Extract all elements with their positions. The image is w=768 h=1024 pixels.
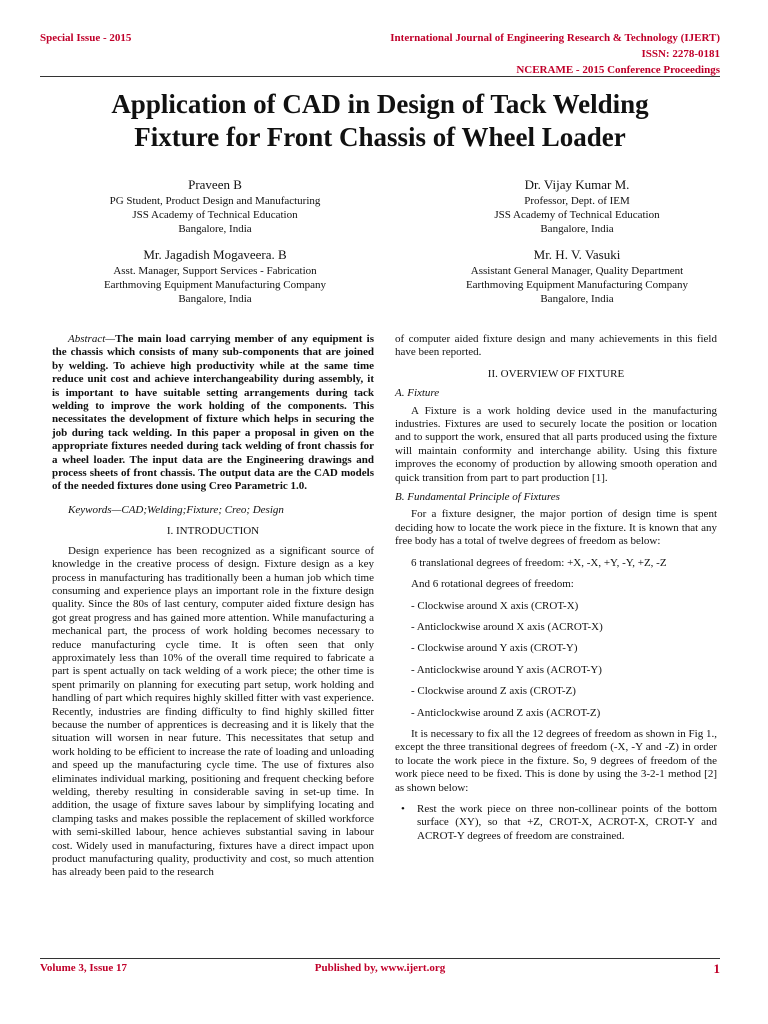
volume-issue: Volume 3, Issue 17 [40, 962, 127, 974]
abstract [52, 333, 374, 494]
title-line-1: Application of CAD in Design of Tack Welding [111, 89, 649, 119]
footer-rule [40, 958, 720, 959]
subsection-heading-fixture: A. Fixture [395, 387, 440, 400]
abstract-text: The main load carrying member of any equipment is the chassis which consists of many sub-components that are joined by welding. To achieve high productivity while at the same time reduce unit cost and achieve interchangeability during assembly, it is important to have suitable setting arrangements during tack welding to improve the work holding of the components. This necessitates the development of fixture which helps in securing the job during tack welding. In this paper a proposal in given on the appropriate fixtures needed during tack welding of front chassis for a wheel loader. The input data are the Engineering drawings and process sheets of front chassis. The output data are the CAD models of the needed fixtures done using Creo Parametric 1.0. [52, 333, 374, 493]
author-location: Bangalore, India [540, 223, 614, 235]
abstract-label: Abstract— [68, 333, 116, 345]
continued-text: of computer aided fixture design and many achievements in this field have been reported. [395, 333, 717, 359]
fixture-text: A Fixture is a work holding device used in the manufacturing industries. Fixtures are used to securely locate the position or location and to support the work, ensured that all parts produced using the fixture will maintain conformity and interchange ability. Using this fixture improves the economy of production by allowing smooth operation and quick transition from part to part production [1]. [395, 404, 717, 484]
author-institution: JSS Academy of Technical Education [132, 209, 298, 221]
subsection-heading-principle: B. Fundamental Principle of Fixtures [395, 491, 560, 504]
section-heading-introduction: I. INTRODUCTION [166, 525, 260, 538]
publisher: Published by, www.ijert.org [314, 962, 446, 974]
author-name: Mr. Jagadish Mogaveera. B [143, 247, 287, 262]
left-column [52, 333, 374, 880]
page-footer [40, 962, 720, 980]
bullet-icon: • [401, 802, 405, 815]
introduction-text: Design experience has been recognized as a significant source of knowledge in the creative process of design. Fixture design as a key process in manufacturing has traditionally been a human job which time consuming and experience plays an important role in the fixture design quality. Since the 80s of last century, computer aided fixture design has got great progress and has gained more attention. While manufacturing a mechanical part, the process of work holding becomes necessary to reduce manufacturing cycle time. It is often seen that only approximately less than 10% of the overall time required to fabricate a part is spent actually on tack welding of a work piece; the other time is spent primarily on planning for executing part setup, work holding and handling of part which requires highly skilled fitter with vast experience. Recently, industries are finding difficulty to find highly skilled fitter because the number of apprentices is decreasing and it is likely that the situation will worsen in near future. This necessitates that setup and work holding to be efficient to increase the rate of loading and unloading and speed up the manufacturing cycle time. The use of fixtures also eliminates individual marking, positioning and frequent checking before welding, thereby resulting in considerable saving in set-up time. In addition, the usage of fixture saves labour by simplifying locating and clamping tasks and makes possible the replacement of skilled workforce with semi-skilled labour, hence achieves substantial saving in labour cost. Widely used in manufacturing, fixtures have a direct impact upon product manufacturing quality, productivity and cost, so much attention has already been paid to the research [52, 544, 374, 879]
page-number: 1 [713, 961, 720, 976]
dof-line: - Clockwise around Z axis (CROT-Z) [411, 685, 576, 698]
right-column [395, 333, 717, 843]
author-position: Professor, Dept. of IEM [524, 195, 630, 207]
author-name: Dr. Vijay Kumar M. [524, 177, 630, 192]
dof-line: - Anticlockwise around Y axis (ACROT-Y) [411, 663, 602, 676]
title-line-2: Fixture for Front Chassis of Wheel Loader [134, 122, 626, 152]
author-institution: Earthmoving Equipment Manufacturing Company [103, 279, 327, 291]
author-name: Praveen B [188, 177, 242, 192]
principle-text: For a fixture designer, the major portion of design time is spent deciding how to locate the work piece in the fixture. It is known that any free body has a total of twelve degrees of freedom as below: [395, 508, 717, 548]
author-position: PG Student, Product Design and Manufacturing [109, 195, 321, 207]
author-2 [412, 176, 742, 236]
author-location: Bangalore, India [178, 293, 252, 305]
dof-line: - Clockwise around Y axis (CROT-Y) [411, 642, 578, 655]
special-issue-label: Special Issue - 2015 [40, 32, 132, 44]
author-location: Bangalore, India [178, 223, 252, 235]
author-4 [412, 246, 742, 306]
author-3 [50, 246, 380, 306]
journal-name: International Journal of Engineering Research & Technology (IJERT) [390, 32, 720, 44]
section-heading-overview: II. OVERVIEW OF FIXTURE [487, 367, 625, 380]
header-rule [40, 76, 720, 77]
keywords: Keywords—CAD;Welding;Fixture; Creo; Design [68, 503, 284, 516]
dof-line: - Anticlockwise around X axis (ACROT-X) [411, 620, 603, 633]
bullet-item [395, 803, 717, 843]
dof-line: And 6 rotational degrees of freedom: [411, 578, 574, 591]
dof-line: 6 translational degrees of freedom: +X, -X, +Y, -Y, +Z, -Z [411, 556, 667, 569]
conference-proceedings: NCERAME - 2015 Conference Proceedings [516, 64, 720, 76]
author-location: Bangalore, India [540, 293, 614, 305]
author-position: Asst. Manager, Support Services - Fabrication [113, 265, 317, 277]
author-position: Assistant General Manager, Quality Department [470, 265, 684, 277]
fix-degrees-text: It is necessary to fix all the 12 degrees of freedom as shown in Fig 1., except the three transitional degrees of freedom (-X, -Y and -Z) in order to locate the work piece in the fixture. So, 9 degrees of freedom of the work piece need to be fixed. This is done by using the 3-2-1 method [2] as shown below: [395, 727, 717, 794]
paper-title [40, 88, 720, 154]
dof-line: - Clockwise around X axis (CROT-X) [411, 599, 579, 612]
author-name: Mr. H. V. Vasuki [533, 247, 621, 262]
issn: ISSN: 2278-0181 [641, 48, 720, 60]
author-institution: Earthmoving Equipment Manufacturing Company [465, 279, 689, 291]
dof-line: - Anticlockwise around Z axis (ACROT-Z) [411, 706, 601, 719]
bullet-text: Rest the work piece on three non-collinear points of the bottom surface (XY), so that +Z, CROT-X, ACROT-X, CROT-Y and ACROT-Y degrees of freedom are constrained. [417, 802, 717, 842]
author-institution: JSS Academy of Technical Education [494, 209, 660, 221]
author-1 [50, 176, 380, 236]
journal-info [390, 30, 720, 78]
